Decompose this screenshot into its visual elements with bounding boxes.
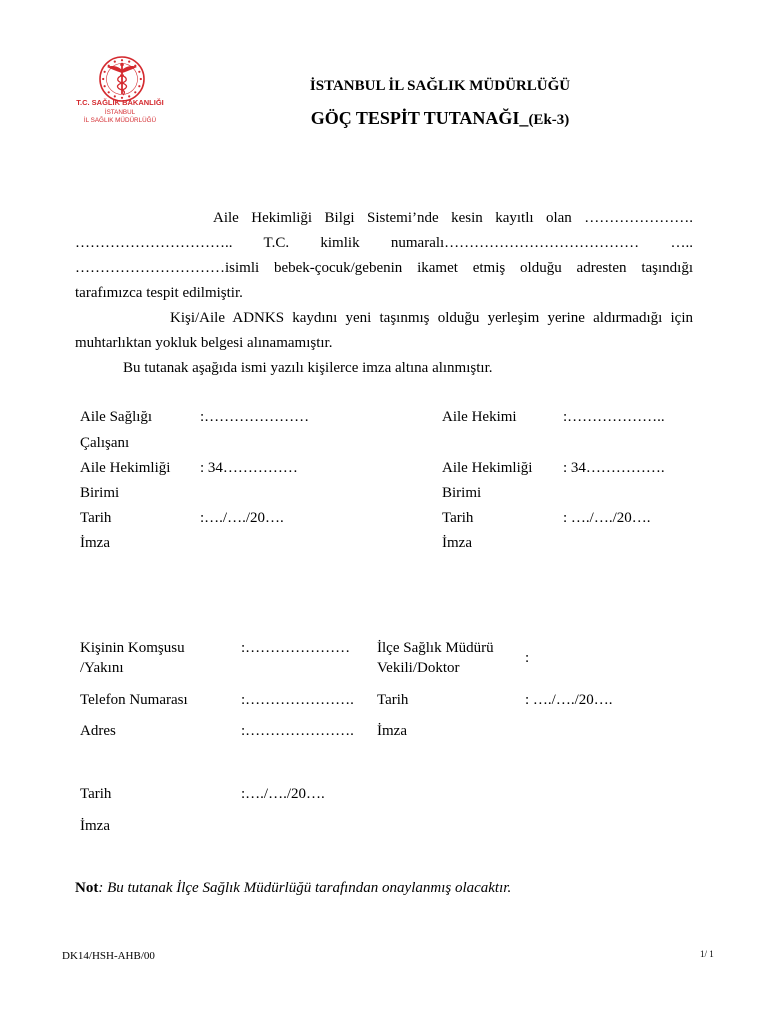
- neighbor-signature-label: İmza: [80, 818, 110, 834]
- neighbor-address-label: Adres: [80, 723, 116, 739]
- note-text: : Bu tutanak İlçe Sağlık Müdürlüğü tarafından onaylanmış olacaktır.: [98, 880, 512, 896]
- statement-line: Kişi/Aile ADNKS kaydını yeni taşınmış olduğu yerleşim yerine aldırmadığı için: [170, 310, 693, 326]
- health-signature-label: İmza: [80, 535, 110, 551]
- health-worker-label: Aile Sağlığı: [80, 409, 153, 425]
- doctor-unit-label: Aile Hekimliği: [442, 460, 533, 476]
- health-worker-value: :…………………: [200, 409, 310, 425]
- health-date-label: Tarih: [80, 510, 112, 526]
- document-title: [240, 105, 640, 133]
- district-title-label: İlçe Sağlık Müdürü: [377, 640, 494, 656]
- page-number: 1/ 1: [700, 949, 714, 959]
- logo-city-text: İSTANBUL: [104, 109, 136, 116]
- health-worker-label-cont: Çalışanı: [80, 435, 130, 451]
- statement-line: muhtarlıktan yokluk belgesi alınamamıştır.: [75, 335, 333, 351]
- district-title-label-cont: Vekili/Doktor: [377, 660, 460, 676]
- doctor-signature-label: İmza: [442, 535, 472, 551]
- doctor-unit-label-cont: Birimi: [442, 485, 482, 501]
- statement-line: Aile Hekimliği Bilgi Sistemi’nde kesin kayıtlı olan ………………….: [213, 210, 693, 226]
- document-title-main: GÖÇ TESPİT TUTANAĞI_: [310, 108, 529, 128]
- statement-line: ………………………….. T.C. kimlik numaralı………………………………… …..: [75, 235, 693, 251]
- doctor-unit-value: : 34…………….: [563, 460, 665, 476]
- statement-paragraph: [75, 206, 693, 381]
- district-signature-label: İmza: [377, 723, 407, 739]
- neighbor-phone-label: Telefon Numarası: [80, 692, 188, 708]
- organization-heading: İSTANBUL İL SAĞLIK MÜDÜRLÜĞÜ: [309, 78, 571, 94]
- doctor-value: :………………..: [563, 409, 665, 425]
- statement-line: Bu tutanak aşağıda ismi yazılı kişilerce imza altına alınmıştır.: [123, 360, 493, 376]
- approval-note: [75, 876, 511, 900]
- district-date-value: : …./…./20….: [525, 692, 613, 708]
- neighbor-name-value: :…………………: [241, 640, 351, 656]
- neighbor-address-value: :………………….: [241, 723, 354, 739]
- logo-ministry-text: T.C. SAĞLIK BAKANLIĞI: [76, 98, 164, 107]
- statement-line: tarafımızca tespit edilmiştir.: [75, 285, 243, 301]
- statement-line: …………………………isimli bebek-çocuk/gebenin ikamet etmiş olduğu adresten taşındığı: [75, 260, 693, 276]
- note-prefix: Not: [75, 880, 99, 896]
- neighbor-date-label: Tarih: [80, 786, 112, 802]
- neighbor-name-label-cont: /Yakını: [80, 660, 124, 676]
- health-unit-label-cont: Birimi: [80, 485, 120, 501]
- logo-directorate-text: İL SAĞLIK MÜDÜRLÜĞÜ: [83, 117, 157, 124]
- document-title-suffix: (Ek-3): [528, 112, 570, 128]
- caduceus-emblem-icon: [98, 55, 146, 103]
- neighbor-phone-value: :………………….: [241, 692, 354, 708]
- district-date-label: Tarih: [377, 692, 409, 708]
- health-unit-value: : 34……………: [200, 460, 298, 476]
- doctor-date-label: Tarih: [442, 510, 474, 526]
- health-unit-label: Aile Hekimliği: [80, 460, 171, 476]
- form-code: DK14/HSH-AHB/00: [62, 950, 155, 962]
- neighbor-date-value: :…./…./20….: [241, 786, 325, 802]
- doctor-date-value: : …./…./20….: [563, 510, 651, 526]
- neighbor-name-label: Kişinin Komşusu: [80, 640, 185, 656]
- doctor-label: Aile Hekimi: [442, 409, 517, 425]
- district-title-value: :: [525, 650, 530, 666]
- health-date-value: :…./…./20….: [200, 510, 284, 526]
